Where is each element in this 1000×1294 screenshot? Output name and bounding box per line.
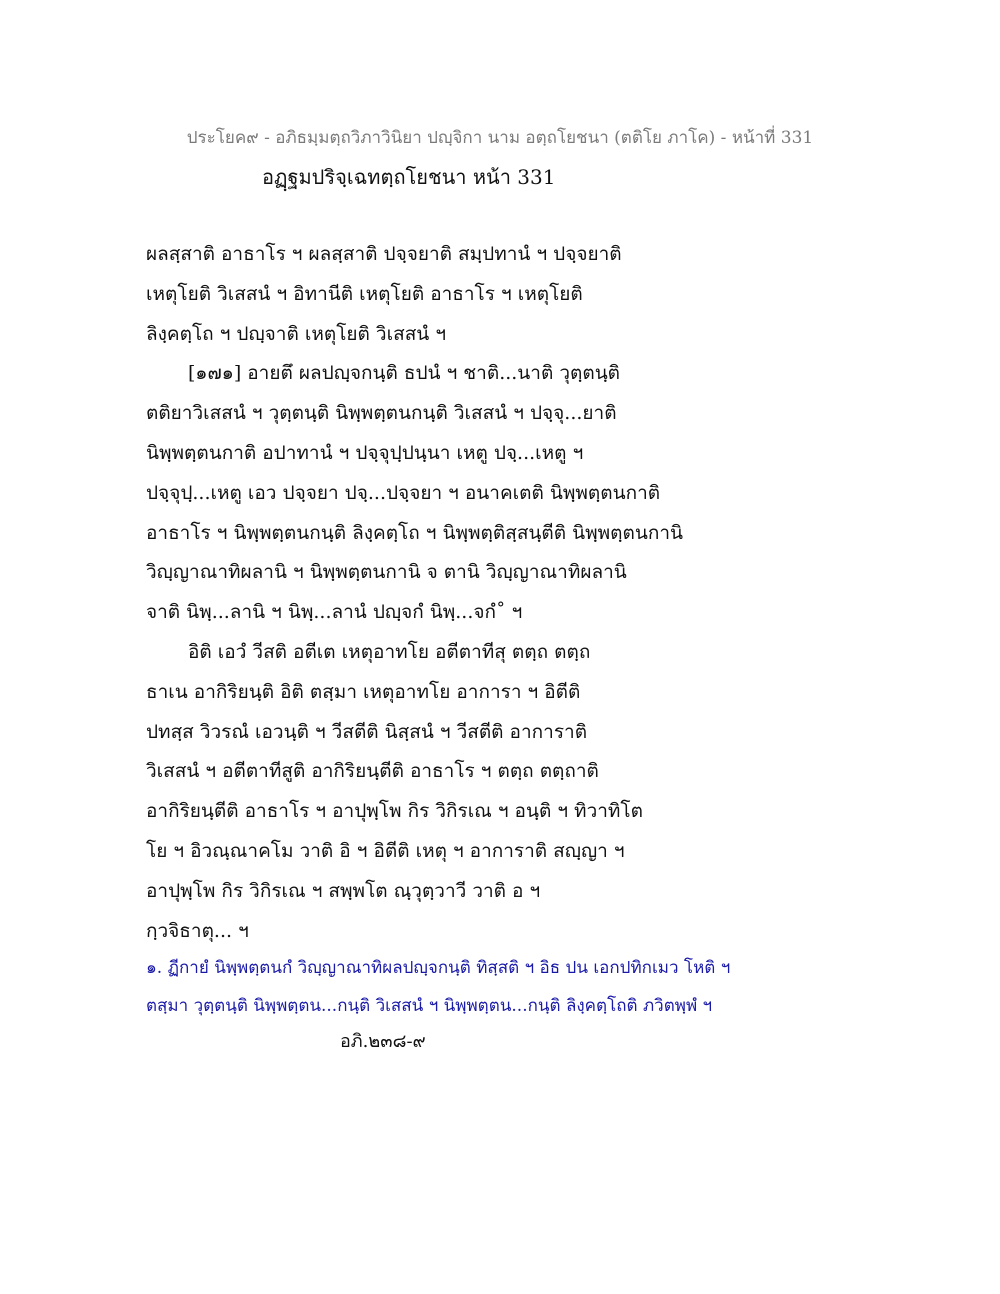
paragraph-start-line: อิติ เอวํ วีสติ อตีเต เหตุอาทโย อตีตาทีสุ ตตฺถ ตตฺถ: [188, 640, 591, 663]
body-line: จาติ นิพฺ...ลานิ ฯ นิพฺ...ลานํ ปญฺจกํ นิพฺ...จกํ˚ ฯ: [146, 601, 523, 624]
section-title: อฏฺฐมปริจฺเฉทตฺถโยชนา หน้า 331: [262, 165, 556, 189]
body-line: ปทสฺส วิวรณํ เอวนฺติ ฯ วีสตีติ นิสฺสนํ ฯ วีสตีติ อาการาติ: [146, 720, 588, 743]
body-line: เหตุโยติ วิเสสนํ ฯ อิทานีติ เหตุโยติ อาธาโร ฯ เหตุโยติ: [146, 282, 583, 305]
footnote-line: ๑. ฏีกายํ นิพฺพตฺตนกํ วิญฺญาณาทิผลปญฺจกนฺติ ทิสฺสติ ฯ อิธ ปน เอกปทิกเมว โหติ ฯ: [146, 958, 731, 978]
body-line: นิพฺพตฺตนกาติ อปาทานํ ฯ ปจฺจุปฺปนฺนา เหตู ปจฺ...เหตู ฯ: [146, 441, 584, 464]
body-text: [146, 238, 846, 954]
body-line: กฺวจิธาตุ... ฯ: [146, 919, 249, 942]
body-line: อาปุพฺโพ กิร วิกิรเณ ฯ สพฺพโต ณฺวุตฺวาวี วาติ อ ฯ: [146, 879, 541, 902]
paragraph-start-line: [๑๗๑] อายตึ ผลปญฺจกนฺติ ธปนํ ฯ ชาติ...นาติ วุตฺตนฺติ: [188, 362, 621, 385]
body-line: อาธาโร ฯ นิพฺพตฺตนกนฺติ ลิงฺคตฺโถ ฯ นิพฺพตฺติสฺสนฺตีติ นิพฺพตฺตนกานิ: [146, 521, 683, 544]
footnotes: [146, 952, 866, 1028]
body-line: วิเสสนํ ฯ อตีตาทีสูติ อากิริยนฺตีติ อาธาโร ฯ ตตฺถ ตตฺถาติ: [146, 760, 599, 783]
body-line: ผลสฺสาติ อาธาโร ฯ ผลสฺสาติ ปจฺจยาติ สมฺปทานํ ฯ ปจฺจยาติ: [146, 243, 622, 265]
running-header: ประโยค๙ - อภิธมฺมตฺถวิภาวินิยา ปญฺจิกา นาม อตฺถโยชนา (ตติโย ภาโค) - หน้าที่ 331: [186, 128, 814, 148]
body-line: ตติยาวิเสสนํ ฯ วุตฺตนฺติ นิพฺพตฺตนกนฺติ วิเสสนํ ฯ ปจฺจุ...ยาติ: [146, 402, 617, 425]
page-reference: อภิ.๒๓๘-๙: [340, 1031, 426, 1052]
body-line: อากิริยนฺตีติ อาธาโร ฯ อาปุพฺโพ กิร วิกิรเณ ฯ อนฺติ ฯ ทิวาทิโต: [146, 800, 643, 823]
footnote-line: ตสฺมา วุตฺตนฺติ นิพฺพตฺตน...กนฺติ วิเสสนํ ฯ นิพฺพตฺตน...กนฺติ ลิงฺคตฺโถติ ภวิตพฺพํ ฯ: [146, 996, 713, 1016]
body-line: โย ฯ อิวณฺณาคโม วาติ อิ ฯ อิตีติ เหตุ ฯ อาการาติ สญฺญา ฯ: [146, 839, 625, 862]
body-line: ธาเน อากิริยนฺติ อิติ ตสฺมา เหตุอาทโย อาการา ฯ อิตีติ: [146, 680, 581, 703]
body-line: วิญฺญาณาทิผลานิ ฯ นิพฺพตฺตนกานิ จ ตานิ วิญฺญาณาทิผลานิ: [146, 561, 627, 584]
body-line: ลิงฺคตฺโถ ฯ ปญฺจาติ เหตุโยติ วิเสสนํ ฯ: [146, 322, 446, 345]
body-line: ปจฺจุปฺ...เหตู เอว ปจฺจยา ปจฺ...ปจฺจยา ฯ อนาคเตติ นิพฺพตฺตนกาติ: [146, 481, 661, 504]
